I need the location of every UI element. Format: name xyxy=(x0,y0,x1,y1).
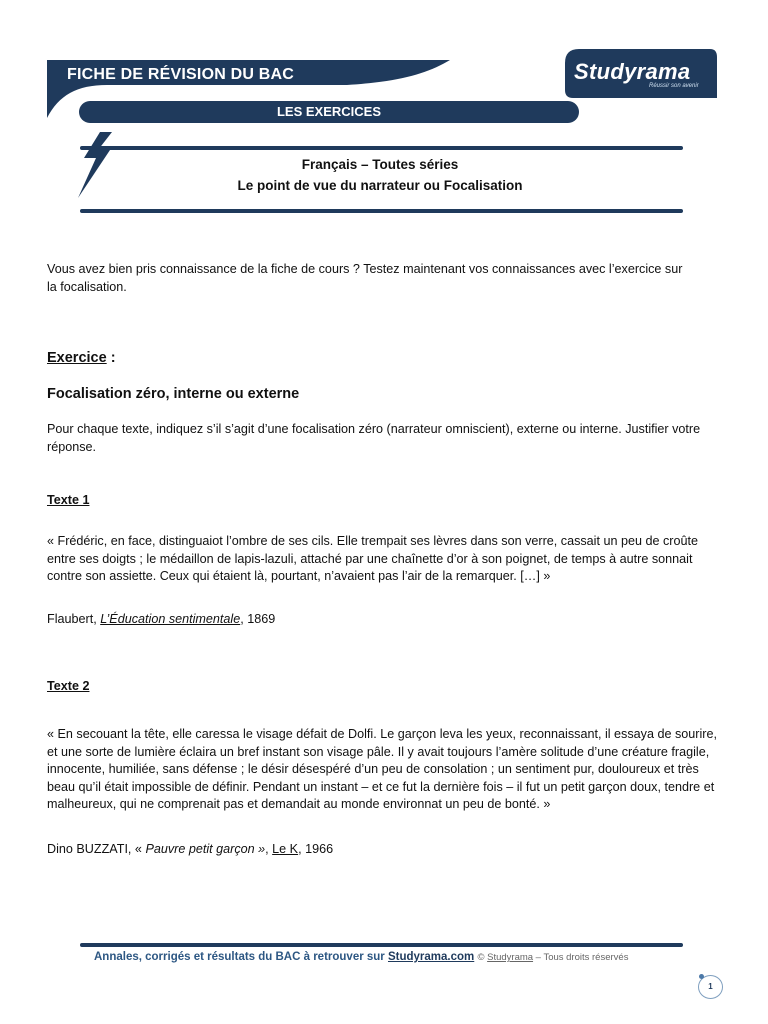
texte1-heading: Texte 1 xyxy=(47,493,90,507)
texte1-author: Flaubert, xyxy=(47,612,101,626)
page-number: 1 xyxy=(698,975,723,999)
texte2-story: Pauvre petit garçon » xyxy=(145,842,266,856)
footer xyxy=(94,951,628,963)
subject-line1: Français – Toutes séries xyxy=(301,157,459,172)
exercise-heading-label: Exercice xyxy=(47,350,107,366)
texte2-sep: , xyxy=(265,842,273,856)
exercise-instruction: Pour chaque texte, indiquez s’il s’agit d’une focalisation zéro (narrateur omniscient), externe ou interne. Justifier votre réponse. xyxy=(47,422,701,454)
texte2-author: Dino BUZZATI, « xyxy=(47,842,146,856)
subject-top-rule xyxy=(80,146,683,150)
footer-rule xyxy=(80,943,683,947)
subject-line2: Le point de vue du narrateur ou Focalisation xyxy=(237,178,523,193)
section-pill: LES EXERCICES xyxy=(79,101,579,123)
footer-copyright xyxy=(477,952,628,963)
texte1-source xyxy=(47,612,275,626)
texte2-work: Le K xyxy=(272,842,299,856)
exercise-heading-suffix: : xyxy=(106,350,116,366)
copyright-link[interactable]: Studyrama xyxy=(487,952,534,963)
texte2-source xyxy=(47,842,333,856)
texte2-heading: Texte 2 xyxy=(47,679,90,693)
exercise-heading xyxy=(47,350,116,366)
subject-bottom-rule xyxy=(80,209,683,213)
texte2-year: , 1966 xyxy=(298,842,334,856)
copyright-suffix: – Tous droits réservés xyxy=(533,952,629,963)
texte2-body: « En secouant la tête, elle caressa le visage défait de Dolfi. Le garçon leva les yeux, reconnaissant, il essaya de sourire, et une sorte de lumière éclaira un bref instant son visage pâle. Il y avait toujours l’amère solitude d’une créature fragile, innocente, humiliée, sans défense ; le désir désespéré d’un peu de consolation ; un sentiment pur, douloureux et très beau qu’il était impossible de définir. Pendant un instant – et ce fut la dernière fois – il fut un petit garçon doux, tendre et malheureux, qui ne comprenait pas et demandait au monde environnat un peu de bonté. » xyxy=(47,727,717,811)
page-number-dot xyxy=(699,974,704,979)
copyright-prefix: © xyxy=(477,952,488,963)
footer-link[interactable]: Studyrama.com xyxy=(387,951,475,963)
intro-paragraph: Vous avez bien pris connaissance de la fiche de cours ? Testez maintenant vos connaissances avec l’exercice sur la focalisation. xyxy=(47,262,683,294)
footer-text: Annales, corrigés et résultats du BAC à retrouver sur xyxy=(94,951,388,963)
texte1-work: L’Éducation sentimentale xyxy=(100,612,241,626)
banner-title: FICHE DE RÉVISION DU BAC xyxy=(67,66,295,83)
logo-text: Studyrama xyxy=(574,59,691,84)
studyrama-logo xyxy=(565,49,717,98)
texte1-year: , 1869 xyxy=(240,612,276,626)
texte1-body: « Frédéric, en face, distinguaiot l’ombre de ses cils. Elle trempait ses lèvres dans son verre, cassait un peu de croûte entre ses doigts ; le médaillon de lapis-lazuli, attaché par une chaînette d’or à son poignet, de temps à autre sonnait contre son assiette. Ceux qui étaient là, pourtant, n’avaient pas l’air de la remarquer. […] » xyxy=(47,534,698,583)
logo-tagline: Réussir son avenir xyxy=(649,83,699,89)
exercise-subtitle: Focalisation zéro, interne ou externe xyxy=(47,386,300,402)
lightning-icon xyxy=(76,132,114,198)
